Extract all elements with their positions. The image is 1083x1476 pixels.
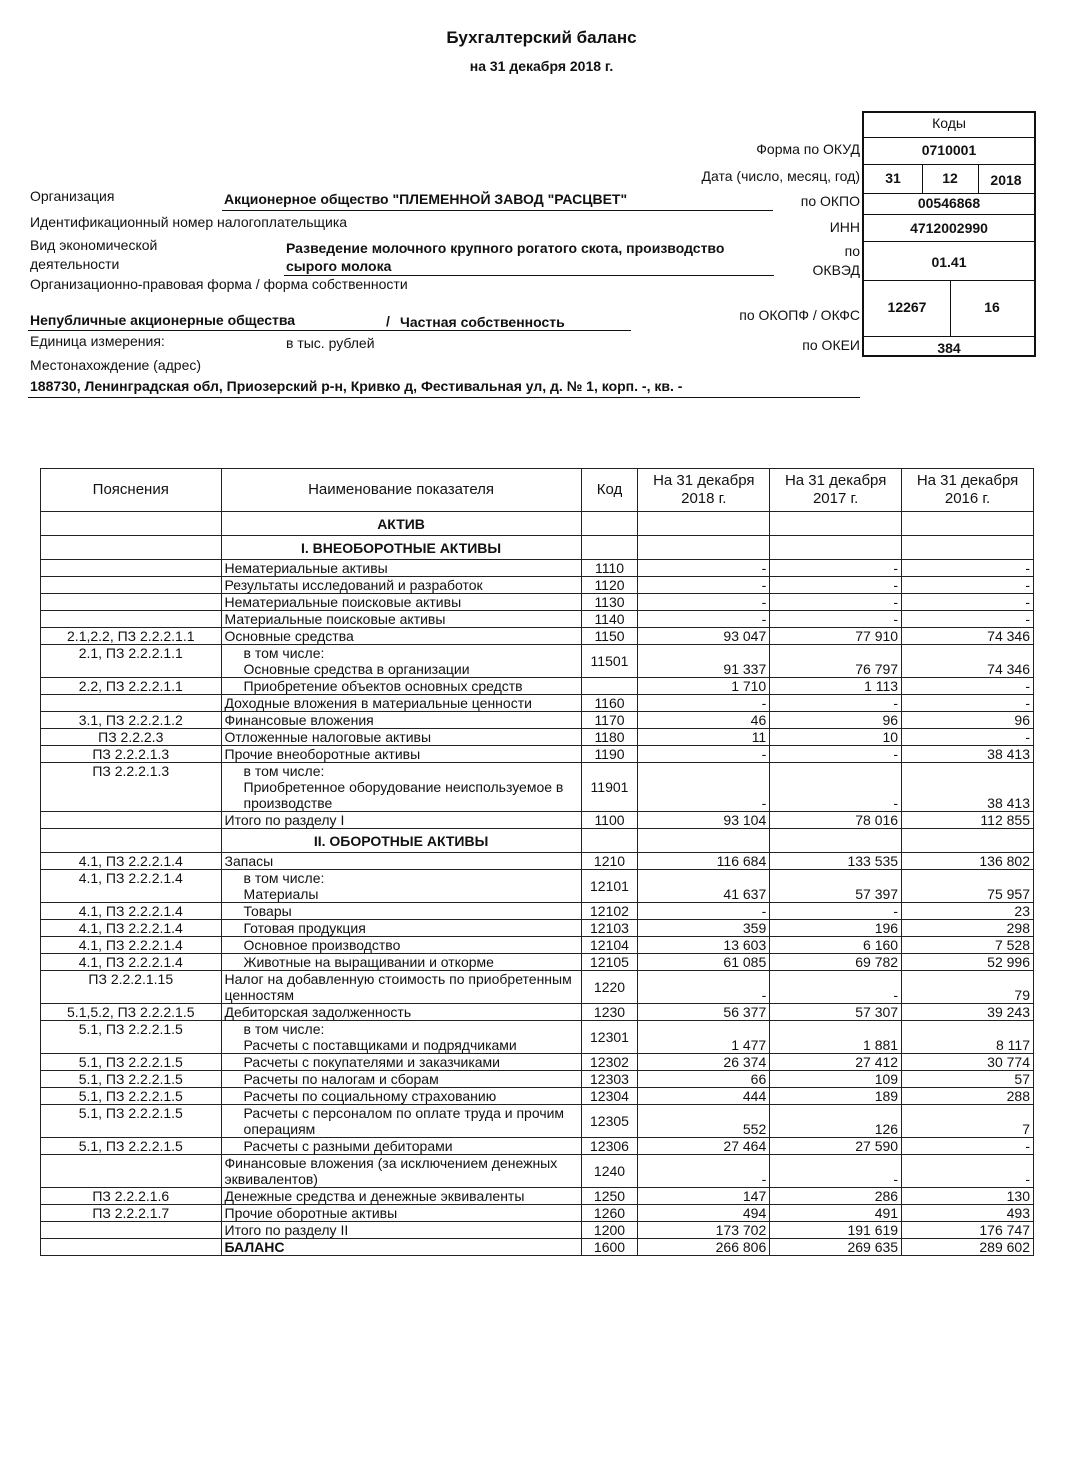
table-row: [41, 729, 1034, 746]
cell-code: [581, 536, 638, 560]
cell-code: 12305: [581, 1105, 638, 1138]
cell-code: 1220: [581, 971, 638, 1004]
cell-name: Итого по разделу II: [221, 1222, 581, 1239]
balance-row: [41, 1239, 1034, 1256]
cell-name: Основные средства: [221, 628, 581, 645]
cell-name: Нематериальные активы: [221, 560, 581, 577]
cell-code: [581, 829, 638, 853]
cell-2018: -: [638, 560, 770, 577]
cell-2018: 11: [638, 729, 770, 746]
cell-2016: 112 855: [902, 812, 1034, 829]
okpo-value: 00546868: [917, 195, 981, 211]
cell-notes: 5.1, ПЗ 2.2.2.1.5: [41, 1021, 222, 1054]
cell-2018: 1 710: [638, 678, 770, 695]
table-row: [41, 1021, 1034, 1054]
okfs-value: 16: [984, 299, 1000, 315]
cell-2018: 494: [638, 1205, 770, 1222]
ownership-form: Частная собственность: [400, 314, 565, 330]
address-label: Местонахождение (адрес): [30, 357, 202, 373]
cell-2018: -: [638, 903, 770, 920]
cell-2018: 93 104: [638, 812, 770, 829]
table-row: [41, 971, 1034, 1004]
cell-2018: 46: [638, 712, 770, 729]
cell-code: 12306: [581, 1138, 638, 1155]
inn-value: 4712002990: [910, 220, 988, 236]
section-row: [41, 512, 1034, 536]
cell-2016: 289 602: [902, 1239, 1034, 1256]
cell-notes: 5.1, ПЗ 2.2.2.1.5: [41, 1088, 222, 1105]
cell-notes: [41, 812, 222, 829]
cell-2017: -: [770, 594, 902, 611]
cell-code: 12301: [581, 1021, 638, 1054]
cell-2017: 57 307: [770, 1004, 902, 1021]
table-row: [41, 812, 1034, 829]
cell-name: Расчеты по социальному страхованию: [221, 1088, 581, 1105]
cell-2016: 298: [902, 920, 1034, 937]
activity-label-1: Вид экономической: [30, 237, 158, 253]
cell-name: Нематериальные поисковые активы: [221, 594, 581, 611]
cell-2017: -: [770, 611, 902, 628]
cell-2016: 74 346: [902, 628, 1034, 645]
cell-2016: 30 774: [902, 1054, 1034, 1071]
cell-notes: 4.1, ПЗ 2.2.2.1.4: [41, 937, 222, 954]
cell-code: 1190: [581, 746, 638, 763]
cell-name: Отложенные налоговые активы: [221, 729, 581, 746]
cell-2018: -: [638, 594, 770, 611]
cell-2017: 27 590: [770, 1138, 902, 1155]
header-2016: На 31 декабря 2016 г.: [902, 469, 1034, 512]
cell-2016: 38 413: [902, 763, 1034, 812]
cell-code: 12102: [581, 903, 638, 920]
cell-2016: [902, 829, 1034, 853]
cell-name: Расчеты по налогам и сборам: [221, 1071, 581, 1088]
cell-2017: -: [770, 695, 902, 712]
cell-notes: ПЗ 2.2.2.1.6: [41, 1188, 222, 1205]
cell-notes: [41, 512, 222, 536]
cell-2018: 61 085: [638, 954, 770, 971]
cell-2017: [770, 829, 902, 853]
cell-code: 1120: [581, 577, 638, 594]
cell-notes: 5.1, ПЗ 2.2.2.1.5: [41, 1138, 222, 1155]
cell-name: в том числе: Расчеты с поставщиками и подрядчиками: [221, 1021, 581, 1054]
table-row: [41, 1004, 1034, 1021]
cell-notes: 4.1, ПЗ 2.2.2.1.4: [41, 853, 222, 870]
cell-name: Товары: [221, 903, 581, 920]
cell-notes: 5.1, ПЗ 2.2.2.1.5: [41, 1054, 222, 1071]
cell-code: 12104: [581, 937, 638, 954]
cell-code: 1210: [581, 853, 638, 870]
legal-form-label: Организационно-правовая форма / форма собственности: [30, 276, 408, 292]
cell-notes: ПЗ 2.2.2.3: [41, 729, 222, 746]
cell-2016: 8 117: [902, 1021, 1034, 1054]
cell-2017: [770, 512, 902, 536]
cell-2018: 116 684: [638, 853, 770, 870]
date-day: 31: [885, 170, 901, 186]
cell-2016: 493: [902, 1205, 1034, 1222]
cell-2017: 1 881: [770, 1021, 902, 1054]
cell-name: Денежные средства и денежные эквиваленты: [221, 1188, 581, 1205]
cell-notes: 4.1, ПЗ 2.2.2.1.4: [41, 954, 222, 971]
unit-value: в тыс. рублей: [286, 335, 375, 351]
cell-2018: 13 603: [638, 937, 770, 954]
cell-2017: 96: [770, 712, 902, 729]
cell-2017: 77 910: [770, 628, 902, 645]
cell-notes: 5.1, ПЗ 2.2.2.1.5: [41, 1071, 222, 1088]
header-2017: На 31 декабря 2017 г.: [770, 469, 902, 512]
cell-name: Расчеты с покупателями и заказчиками: [221, 1054, 581, 1071]
cell-name: Финансовые вложения: [221, 712, 581, 729]
cell-name: Прочие оборотные активы: [221, 1205, 581, 1222]
table-row: [41, 1205, 1034, 1222]
cell-code: [581, 512, 638, 536]
cell-code: 1170: [581, 712, 638, 729]
cell-2017: 196: [770, 920, 902, 937]
table-row: [41, 1155, 1034, 1188]
cell-notes: 5.1,5.2, ПЗ 2.2.2.1.5: [41, 1004, 222, 1021]
cell-name: Финансовые вложения (за исключением денежных эквивалентов): [221, 1155, 581, 1188]
table-row: [41, 870, 1034, 903]
cell-notes: 4.1, ПЗ 2.2.2.1.4: [41, 870, 222, 903]
cell-2018: 27 464: [638, 1138, 770, 1155]
balance-table: [40, 468, 1034, 1256]
table-row: [41, 1054, 1034, 1071]
cell-name: Итого по разделу I: [221, 812, 581, 829]
cell-2018: -: [638, 746, 770, 763]
date-month: 12: [942, 170, 958, 186]
cell-notes: [41, 1222, 222, 1239]
cell-2016: -: [902, 594, 1034, 611]
cell-name: в том числе: Основные средства в организации: [221, 645, 581, 678]
okopf-label: по ОКОПФ / ОКФС: [739, 307, 860, 323]
table-row: [41, 746, 1034, 763]
cell-2017: 27 412: [770, 1054, 902, 1071]
cell-code: 12103: [581, 920, 638, 937]
cell-2017: -: [770, 577, 902, 594]
cell-code: 12304: [581, 1088, 638, 1105]
table-row: [41, 1105, 1034, 1138]
okud-label: Форма по ОКУД: [756, 141, 860, 157]
cell-2016: -: [902, 1138, 1034, 1155]
cell-notes: 5.1, ПЗ 2.2.2.1.5: [41, 1105, 222, 1138]
table-row: [41, 1188, 1034, 1205]
cell-2016: -: [902, 611, 1034, 628]
cell-code: 1140: [581, 611, 638, 628]
cell-name: Расчеты с разными дебиторами: [221, 1138, 581, 1155]
cell-2018: 56 377: [638, 1004, 770, 1021]
okei-value: 384: [937, 340, 961, 356]
cell-2016: 74 346: [902, 645, 1034, 678]
table-row: [41, 577, 1034, 594]
inn-label: Идентификационный номер налогоплательщика: [30, 214, 348, 230]
cell-name: Приобретение объектов основных средств: [221, 678, 581, 695]
okved-value: 01.41: [931, 254, 967, 270]
section-title: АКТИВ: [221, 512, 581, 536]
cell-2018: 26 374: [638, 1054, 770, 1071]
okud-value: 0710001: [921, 142, 977, 158]
cell-notes: [41, 829, 222, 853]
date-year: 2018: [990, 172, 1022, 188]
cell-2018: -: [638, 695, 770, 712]
okved-label-2: ОКВЭД: [812, 262, 860, 278]
cell-code: 1110: [581, 560, 638, 577]
cell-name: Прочие внеоборотные активы: [221, 746, 581, 763]
cell-2017: -: [770, 560, 902, 577]
activity-label-2: деятельности: [30, 256, 120, 272]
cell-name: Расчеты с персоналом по оплате труда и прочим операциям: [221, 1105, 581, 1138]
cell-code: 1200: [581, 1222, 638, 1239]
table-row: [41, 763, 1034, 812]
okei-label: по ОКЕИ: [802, 337, 860, 353]
cell-2018: 552: [638, 1105, 770, 1138]
form-slash: /: [386, 313, 390, 329]
cell-code: 12101: [581, 870, 638, 903]
cell-2016: -: [902, 678, 1034, 695]
cell-name: БАЛАНС: [221, 1239, 581, 1256]
cell-notes: [41, 577, 222, 594]
cell-code: 1240: [581, 1155, 638, 1188]
cell-2018: [638, 536, 770, 560]
cell-name: Налог на добавленную стоимость по приобретенным ценностям: [221, 971, 581, 1004]
cell-name: в том числе: Материалы: [221, 870, 581, 903]
cell-2016: 75 957: [902, 870, 1034, 903]
section-row: [41, 536, 1034, 560]
cell-notes: [41, 695, 222, 712]
cell-2018: -: [638, 611, 770, 628]
cell-name: Доходные вложения в материальные ценности: [221, 695, 581, 712]
cell-2018: 93 047: [638, 628, 770, 645]
cell-2016: 96: [902, 712, 1034, 729]
cell-code: 12105: [581, 954, 638, 971]
org-name: Акционерное общество "ПЛЕМЕННОЙ ЗАВОД "РАСЦВЕТ": [224, 191, 628, 207]
cell-2017: 1 113: [770, 678, 902, 695]
cell-2016: -: [902, 695, 1034, 712]
cell-2017: 189: [770, 1088, 902, 1105]
cell-code: 1260: [581, 1205, 638, 1222]
cell-2017: [770, 536, 902, 560]
cell-code: 1250: [581, 1188, 638, 1205]
cell-2017: 269 635: [770, 1239, 902, 1256]
okopf-value: 12267: [887, 299, 927, 315]
cell-2018: 444: [638, 1088, 770, 1105]
cell-code: 1180: [581, 729, 638, 746]
cell-2017: -: [770, 1155, 902, 1188]
cell-2017: -: [770, 746, 902, 763]
cell-2016: 136 802: [902, 853, 1034, 870]
cell-2016: 7 528: [902, 937, 1034, 954]
cell-2018: 91 337: [638, 645, 770, 678]
cell-2016: -: [902, 729, 1034, 746]
cell-name: Запасы: [221, 853, 581, 870]
cell-2018: [638, 512, 770, 536]
section-row: [41, 829, 1034, 853]
header-code: Код: [581, 469, 638, 512]
cell-2016: -: [902, 1155, 1034, 1188]
cell-code: 1600: [581, 1239, 638, 1256]
cell-2017: 6 160: [770, 937, 902, 954]
section-title: I. ВНЕОБОРОТНЫЕ АКТИВЫ: [221, 536, 581, 560]
cell-2017: 491: [770, 1205, 902, 1222]
cell-notes: [41, 560, 222, 577]
cell-2018: [638, 829, 770, 853]
cell-2017: -: [770, 971, 902, 1004]
cell-2016: [902, 536, 1034, 560]
cell-code: [581, 678, 638, 695]
cell-2017: -: [770, 903, 902, 920]
cell-notes: ПЗ 2.2.2.1.15: [41, 971, 222, 1004]
cell-2018: -: [638, 971, 770, 1004]
cell-notes: [41, 1155, 222, 1188]
cell-2016: 52 996: [902, 954, 1034, 971]
cell-2018: 66: [638, 1071, 770, 1088]
cell-code: 12303: [581, 1071, 638, 1088]
org-label: Организация: [30, 188, 115, 204]
cell-2016: 288: [902, 1088, 1034, 1105]
cell-2018: -: [638, 763, 770, 812]
cell-2016: 79: [902, 971, 1034, 1004]
cell-name: Дебиторская задолженность: [221, 1004, 581, 1021]
legal-form: Непубличные акционерные общества: [30, 312, 296, 328]
cell-2017: 10: [770, 729, 902, 746]
cell-notes: [41, 594, 222, 611]
cell-notes: 2.2, ПЗ 2.2.2.1.1: [41, 678, 222, 695]
cell-2016: 38 413: [902, 746, 1034, 763]
table-row: [41, 594, 1034, 611]
cell-2017: 109: [770, 1071, 902, 1088]
table-row: [41, 1222, 1034, 1239]
cell-code: 12302: [581, 1054, 638, 1071]
cell-notes: ПЗ 2.2.2.1.7: [41, 1205, 222, 1222]
cell-2017: 286: [770, 1188, 902, 1205]
table-row: [41, 1138, 1034, 1155]
cell-2017: 191 619: [770, 1222, 902, 1239]
cell-notes: 4.1, ПЗ 2.2.2.1.4: [41, 903, 222, 920]
header-name: Наименование показателя: [221, 469, 581, 512]
date-label: Дата (число, месяц, год): [701, 168, 860, 184]
cell-2016: 39 243: [902, 1004, 1034, 1021]
cell-2017: 76 797: [770, 645, 902, 678]
cell-2018: 266 806: [638, 1239, 770, 1256]
cell-2018: -: [638, 1155, 770, 1188]
cell-name: Результаты исследований и разработок: [221, 577, 581, 594]
cell-2018: 359: [638, 920, 770, 937]
table-row: [41, 1088, 1034, 1105]
cell-code: 1230: [581, 1004, 638, 1021]
table-row: [41, 903, 1034, 920]
cell-notes: 2.1, ПЗ 2.2.2.1.1: [41, 645, 222, 678]
cell-2018: 147: [638, 1188, 770, 1205]
codes-box: [862, 111, 1036, 357]
cell-2017: -: [770, 763, 902, 812]
cell-notes: ПЗ 2.2.2.1.3: [41, 763, 222, 812]
address-value: 188730, Ленинградская обл, Приозерский р-н, Кривко д, Фестивальная ул, д. № 1, корп. -, кв. -: [30, 378, 683, 394]
cell-2016: 23: [902, 903, 1034, 920]
cell-2017: 57 397: [770, 870, 902, 903]
header-2018: На 31 декабря 2018 г.: [638, 469, 770, 512]
cell-code: 1150: [581, 628, 638, 645]
section-title: II. ОБОРОТНЫЕ АКТИВЫ: [221, 829, 581, 853]
cell-2016: 130: [902, 1188, 1034, 1205]
cell-notes: 3.1, ПЗ 2.2.2.1.2: [41, 712, 222, 729]
activity-line-2: сырого молока: [286, 258, 392, 274]
activity-line-1: Разведение молочного крупного рогатого скота, производство: [286, 240, 725, 256]
cell-notes: [41, 1239, 222, 1256]
cell-name: Материальные поисковые активы: [221, 611, 581, 628]
cell-2018: 1 477: [638, 1021, 770, 1054]
header-notes: Пояснения: [41, 469, 222, 512]
cell-code: 11501: [581, 645, 638, 678]
codes-title: Коды: [932, 115, 966, 131]
cell-2016: 176 747: [902, 1222, 1034, 1239]
document-date: на 31 декабря 2018 г.: [469, 58, 614, 74]
cell-2018: -: [638, 577, 770, 594]
cell-2016: -: [902, 577, 1034, 594]
table-row: [41, 954, 1034, 971]
cell-2016: 7: [902, 1105, 1034, 1138]
table-header-row: [41, 469, 1034, 512]
cell-2016: -: [902, 560, 1034, 577]
table-row: [41, 853, 1034, 870]
cell-notes: ПЗ 2.2.2.1.3: [41, 746, 222, 763]
cell-2017: 133 535: [770, 853, 902, 870]
cell-notes: 2.1,2.2, ПЗ 2.2.2.1.1: [41, 628, 222, 645]
document-title: Бухгалтерский баланс: [446, 28, 637, 47]
table-row: [41, 712, 1034, 729]
cell-code: 1130: [581, 594, 638, 611]
cell-code: 11901: [581, 763, 638, 812]
cell-2017: 78 016: [770, 812, 902, 829]
cell-notes: [41, 611, 222, 628]
cell-2017: 126: [770, 1105, 902, 1138]
table-row: [41, 560, 1034, 577]
table-row: [41, 920, 1034, 937]
table-row: [41, 695, 1034, 712]
cell-code: 1160: [581, 695, 638, 712]
inn-code-label: ИНН: [829, 219, 860, 235]
okved-label-1: по: [844, 243, 860, 259]
cell-name: Основное производство: [221, 937, 581, 954]
okpo-label: по ОКПО: [800, 193, 860, 209]
cell-2017: 69 782: [770, 954, 902, 971]
cell-2018: 173 702: [638, 1222, 770, 1239]
cell-2016: [902, 512, 1034, 536]
table-row: [41, 937, 1034, 954]
cell-name: Готовая продукция: [221, 920, 581, 937]
table-row: [41, 628, 1034, 645]
cell-notes: 4.1, ПЗ 2.2.2.1.4: [41, 920, 222, 937]
cell-code: 1100: [581, 812, 638, 829]
cell-name: в том числе: Приобретенное оборудование неиспользуемое в производстве: [221, 763, 581, 812]
cell-name: Животные на выращивании и откорме: [221, 954, 581, 971]
table-row: [41, 678, 1034, 695]
table-row: [41, 1071, 1034, 1088]
cell-2018: 41 637: [638, 870, 770, 903]
cell-2016: 57: [902, 1071, 1034, 1088]
table-row: [41, 611, 1034, 628]
table-row: [41, 645, 1034, 678]
cell-notes: [41, 536, 222, 560]
unit-label: Единица измерения:: [30, 333, 165, 349]
